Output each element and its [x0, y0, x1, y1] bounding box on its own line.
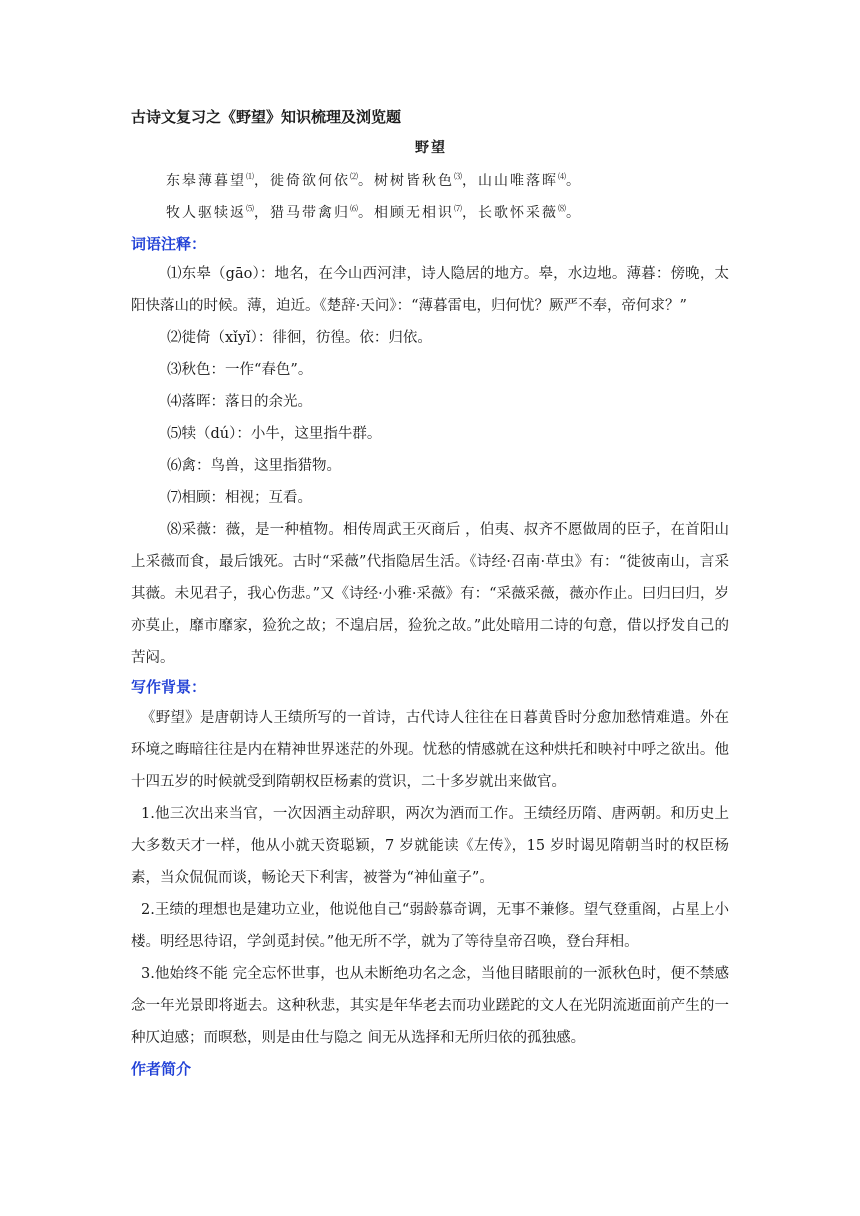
poem-line-1 [166, 170, 582, 190]
background-paragraph-1: 《野望》是唐朝诗人王绩所写的一首诗，古代诗人往往在日暮黄昏时分愈加愁情难遣。外在环境之晦暗往往是内在精神世界迷茫的外现。忧愁的情感就在这种烘托和映衬中呼之欲出。他十四五岁的时候就受到隋朝权臣杨素的赏识，二十多岁就出来做官。 [131, 710, 729, 790]
poem-text: ，长歌怀采薇 [462, 205, 558, 221]
note-item-6: ⑹禽：鸟兽，这里指猎物。 [167, 458, 341, 474]
poem-title: 野望 [415, 140, 447, 156]
note-item-3: ⑶秋色：一作“春色”。 [167, 362, 313, 378]
background-heading: 写作背景： [131, 678, 207, 696]
document-title: 古诗文复习之《野望》知识梳理及浏览题 [131, 108, 402, 126]
note-marker: ⑹ [350, 204, 358, 213]
notes-heading: 词语注释： [131, 235, 207, 253]
note-marker: ⑻ [558, 204, 566, 213]
note-item-4: ⑷落晖：落日的余光。 [167, 394, 312, 410]
background-paragraph-4: 3.他始终不能 完全忘怀世事，也从未断绝功名之念，当他目睹眼前的一派秋色时，便不禁感念一年光景即将逝去。这种秋悲，其实是年华老去而功业蹉跎的文人在光阴流逝面前产生的一种仄迫感；而暝愁，则是由仕与隐之 间无从选择和无所归依的孤独感。 [131, 966, 729, 1046]
note-marker: ⑶ [454, 172, 462, 181]
poem-text: 。 [566, 205, 582, 221]
note-item-2: ⑵徙倚（xǐyǐ）：徘徊，彷徨。依：归依。 [167, 330, 432, 346]
poem-text: ，猎马带禽归 [254, 205, 350, 221]
note-item-7: ⑺相顾：相视；互看。 [167, 490, 312, 506]
note-item-5: ⑸犊（dú）：小牛，这里指牛群。 [167, 426, 382, 442]
poem-line-2 [166, 202, 582, 222]
note-marker: ⑵ [350, 172, 358, 181]
background-paragraph-2: 1.他三次出来当官，一次因酒主动辞职，两次为酒而工作。王绩经历隋、唐两朝。和历史上大多数天才一样，他从小就天资聪颖，7 岁就能读《左传》，15 岁时谒见隋朝当时的权臣杨素，当众侃侃而谈，畅论天下利害，被誉为“神仙童子”。 [131, 806, 729, 886]
note-marker: ⑺ [454, 204, 462, 213]
poem-text: 。 [566, 173, 582, 189]
author-heading: 作者简介 [131, 1060, 192, 1078]
background-paragraph-3: 2.王绩的理想也是建功立业，他说他自己“弱龄慕奇调，无事不兼修。望气登重阁，占星上小楼。明经思待诏，学剑觅封侯。”他无所不学，就为了等待皇帝召唤，登台拜相。 [131, 902, 729, 950]
note-marker: ⑷ [558, 172, 566, 181]
poem-text: 牧人驱犊返 [166, 205, 246, 221]
poem-text: 东皋薄暮望 [166, 173, 246, 189]
poem-text: 。树树皆秋色 [358, 173, 454, 189]
note-marker: ⑸ [246, 204, 254, 213]
note-item-8: ⑻采薇：薇，是一种植物。相传周武王灭商后 ，伯夷、叔齐不愿做周的臣子，在首阳山上采薇而食，最后饿死。古时“采薇”代指隐居生活。《诗经·召南·草虫》有：“徙彼南山，言采其薇。未见君子，我心伤悲。”又《诗经·小雅·采薇》有：“采薇采薇，薇亦作止。曰归曰归，岁亦莫止，靡市靡家，猃狁之故；不遑启居，猃狁之故。”此处暗用二诗的句意，借以抒发自己的苦闷。 [131, 522, 729, 666]
note-marker: ⑴ [246, 172, 254, 181]
poem-text: 。相顾无相识 [358, 205, 454, 221]
note-item-1: ⑴东皋（gāo）：地名，在今山西河津，诗人隐居的地方。皋，水边地。薄暮：傍晚，太阳快落山的时候。薄，迫近。《楚辞·天问》：“薄暮雷电，归何忧？厥严不奉，帝何求？” [131, 266, 729, 314]
poem-text: ，山山唯落晖 [462, 173, 558, 189]
poem-text: ，徙倚欲何依 [254, 173, 350, 189]
